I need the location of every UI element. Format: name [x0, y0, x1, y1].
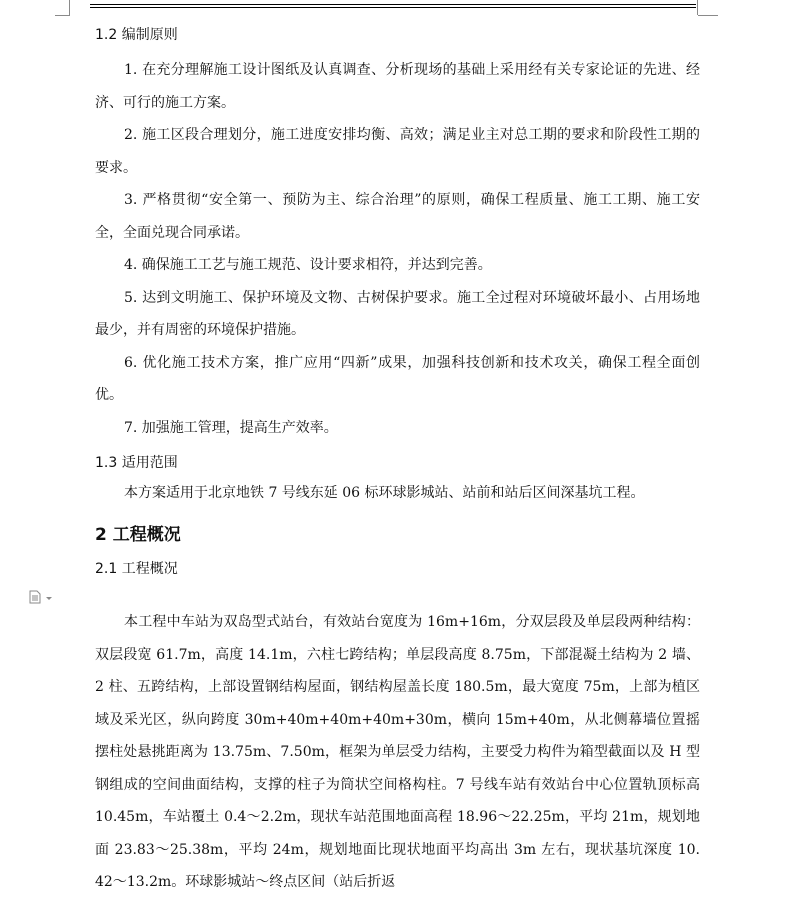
paragraph: 本工程中车站为双岛型式站台，有效站台宽度为 16m+16m，分双层段及单层段两种结构：双层段宽 61.7m，高度 14.1m，六柱七跨结构；单层段高度 8.75m，下部混凝土结构为 2 墙、2 柱、五跨结构，上部设置钢结构屋面，钢结构屋盖长度 180.5m，最大宽度 75m，上部为植区域及采光区，纵向跨度 30m+40m+40m+40m+30m，横向 15m+40m，从北侧幕墙位置摇摆柱处悬挑距离为 13.75m、7.50m，框架为单层受力结构，主要受力构件为箱型截面以及 H 型钢组成的空间曲面结构，支撑的柱子为筒状空间格构柱。7 号线车站有效站台中心位置轨顶标高 10.45m，车站覆土 0.4～2.2m，现状车站范围地面高程 18.96～22.25m，平均 21m，规划地面 23.83～25.38m，平均 24m，规划地面比现状地面平均高出 3m 左右，现状基坑深度 10. 42～13.2m。环球影城站～终点区间（站后折返	[95, 614, 700, 890]
document-icon[interactable]	[29, 590, 41, 604]
header-rule	[90, 7, 696, 8]
list-item: 2. 施工区段合理划分，施工进度安排均衡、高效；满足业主对总工期的要求和阶段性工期的要求。	[95, 127, 700, 176]
section-heading: 1.2 编制原则	[95, 27, 178, 43]
header-rule	[90, 4, 696, 5]
section-heading: 1.3 适用范围	[95, 455, 178, 471]
list-item: 4. 确保施工工艺与施工规范、设计要求相符，并达到完善。	[124, 257, 492, 273]
list-item: 7. 加强施工管理，提高生产效率。	[124, 419, 338, 436]
crop-mark	[55, 15, 70, 16]
chapter-heading: 2 工程概况	[95, 525, 181, 545]
principles-list	[95, 54, 700, 444]
section-heading: 2.1 工程概况	[95, 561, 178, 577]
list-item: 5. 达到文明施工、保护环境及文物、古树保护要求。施工全过程对环境破坏最小、占用场地最少，并有周密的环境保护措施。	[95, 289, 700, 338]
list-item: 1. 在充分理解施工设计图纸及认真调查、分析现场的基础上采用经有关专家论证的先进、经济、可行的施工方案。	[95, 62, 700, 111]
list-item: 3. 严格贯彻“安全第一、预防为主、综合治理”的原则，确保工程质量、施工工期、施工安全，全面兑现合同承诺。	[95, 192, 700, 241]
crop-mark	[69, 0, 70, 15]
crop-mark	[698, 15, 718, 16]
list-item: 6. 优化施工技术方案，推广应用“四新”成果，加强科技创新和技术攻关，确保工程全面创优。	[95, 354, 700, 403]
crop-mark	[697, 0, 698, 15]
paragraph: 本方案适用于北京地铁 7 号线东延 06 标环球影城站、站前和站后区间深基坑工程。	[124, 485, 645, 501]
chevron-down-icon[interactable]	[46, 597, 52, 600]
